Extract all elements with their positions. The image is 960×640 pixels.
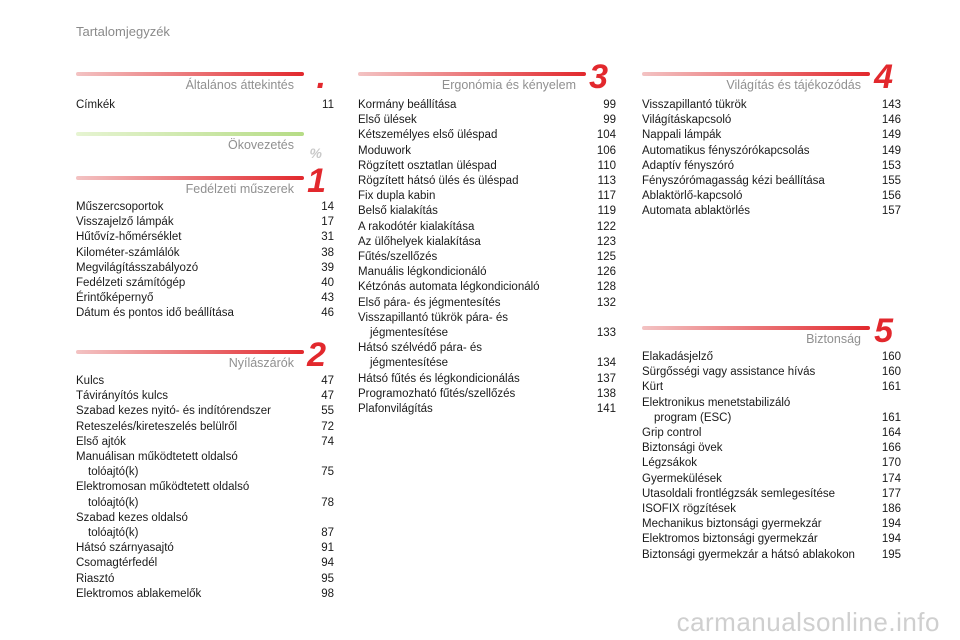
toc-entry[interactable] <box>642 487 901 502</box>
section-lighting <box>642 58 901 220</box>
toc-entry-page: 156 <box>881 190 901 203</box>
toc-entry-page: 113 <box>597 175 616 188</box>
section-bar <box>358 72 586 76</box>
toc-entry-page: 38 <box>321 246 334 259</box>
toc-entry-title <box>358 387 586 402</box>
toc-entry-title <box>642 204 871 219</box>
toc-entry[interactable] <box>76 435 334 450</box>
toc-entry-title <box>358 372 586 387</box>
toc-entry-title-line: tolóajtó(k) <box>88 466 139 479</box>
toc-entry-title-line: Programozható fűtés/szellőzés <box>358 387 516 400</box>
toc-entry-page: 194 <box>881 518 901 531</box>
toc-entry-title <box>642 456 871 471</box>
toc-entry-title-line: Belső kialakítás <box>358 205 438 218</box>
toc-entry-title-line: Az ülőhelyek kialakítása <box>358 235 481 248</box>
toc-list <box>642 98 901 220</box>
toc-entry-title-line: Mechanikus biztonsági gyermekzár <box>642 518 822 531</box>
toc-entry[interactable] <box>642 350 901 365</box>
toc-entry-page: 99 <box>603 114 616 127</box>
toc-entry-page: 40 <box>321 277 334 290</box>
toc-entry-page: 98 <box>321 587 334 600</box>
toc-entry-page: 123 <box>596 235 616 248</box>
toc-entry-page: 72 <box>321 420 334 433</box>
section-title: Nyílászárók <box>228 356 294 370</box>
toc-entry-title <box>642 532 871 547</box>
toc-entry-title <box>642 174 871 189</box>
toc-entry-title <box>358 159 586 174</box>
toc-entry-page: 161 <box>881 411 901 424</box>
toc-entry-title <box>358 220 586 235</box>
toc-entry[interactable] <box>642 502 901 517</box>
toc-entry-title-line: Rögzített osztatlan üléspad <box>358 159 497 172</box>
section-header <box>76 58 334 96</box>
toc-entry-title-line: Manuális légkondicionáló <box>358 266 487 279</box>
toc-entry[interactable] <box>358 311 616 341</box>
toc-list <box>642 350 901 563</box>
toc-entry-title <box>76 572 304 587</box>
toc-entry-page: 17 <box>321 216 334 229</box>
toc-entry[interactable] <box>642 548 901 563</box>
section-title: Világítás és tájékozódás <box>726 78 861 92</box>
toc-entry-title-line: tolóajtó(k) <box>88 496 139 509</box>
section-header <box>76 336 334 374</box>
section-bar <box>76 132 304 136</box>
toc-entry[interactable] <box>76 556 334 571</box>
toc-entry[interactable] <box>358 144 616 159</box>
toc-entry[interactable] <box>76 404 334 419</box>
toc-entry-title <box>642 128 871 143</box>
toc-entry[interactable] <box>642 472 901 487</box>
toc-entry-title-line: Műszercsoportok <box>76 201 164 213</box>
toc-entry-title <box>642 426 871 441</box>
toc-entry[interactable] <box>358 174 616 189</box>
toc-entry-title-line: jégmentesítése <box>370 327 448 340</box>
toc-entry-title <box>76 276 304 291</box>
toc-entry-title-line: Kétszemélyes első üléspad <box>358 129 498 142</box>
toc-entry[interactable] <box>76 511 334 541</box>
section-number: 4 <box>874 58 893 96</box>
section-header <box>358 58 616 96</box>
toc-entry-title <box>642 487 871 502</box>
toc-entry-title-line: Első ajtók <box>76 435 126 448</box>
section-number: . <box>316 58 326 96</box>
toc-entry-title <box>642 189 871 204</box>
toc-entry-title <box>76 480 304 510</box>
section-title: Ergonómia és kényelem <box>441 78 576 92</box>
toc-entry[interactable] <box>76 261 334 276</box>
toc-entry-title-line: Manuálisan működtetett oldalsó <box>76 451 238 464</box>
toc-entry[interactable] <box>642 380 901 395</box>
toc-entry[interactable] <box>358 387 616 402</box>
section-number: 2 <box>307 336 326 374</box>
toc-entry-title <box>642 350 871 365</box>
toc-entry-page: 47 <box>321 390 334 403</box>
toc-entry[interactable] <box>642 532 901 547</box>
toc-entry-title <box>642 517 871 532</box>
toc-entry-page: 132 <box>596 296 616 309</box>
toc-entry-title <box>642 396 871 426</box>
toc-entry[interactable] <box>358 280 616 295</box>
toc-entry-title-line: Elektromosan működtetett oldalsó <box>76 481 250 494</box>
toc-entry-page: 95 <box>321 572 334 585</box>
toc-entry-title-line: Dátum és pontos idő beállítása <box>76 307 234 320</box>
toc-entry-page: 160 <box>881 366 901 379</box>
toc-entry-title-line: Hátsó szárnyasajtó <box>76 542 174 555</box>
toc-entry[interactable] <box>76 306 334 321</box>
toc-entry-page: 128 <box>596 281 616 294</box>
toc-entry[interactable] <box>642 159 901 174</box>
toc-entry[interactable] <box>76 420 334 435</box>
toc-entry[interactable] <box>76 587 334 602</box>
toc-entry-title-line: Megvilágításszabályozó <box>76 261 199 274</box>
toc-entry[interactable] <box>358 250 616 265</box>
toc-entry[interactable] <box>76 200 334 215</box>
toc-entry[interactable] <box>76 98 334 113</box>
toc-entry-title-line: Elakadásjelző <box>642 351 713 363</box>
section-number: 3 <box>589 58 608 96</box>
toc-entry-title-line: Kilométer-számlálók <box>76 246 180 259</box>
toc-entry[interactable] <box>642 113 901 128</box>
toc-entry-page: 153 <box>881 159 901 172</box>
section-header <box>76 162 334 200</box>
toc-entry-title-line: Első pára- és jégmentesítés <box>358 296 501 309</box>
section-instruments <box>76 162 334 322</box>
toc-entry-page: 149 <box>881 129 901 142</box>
section-number: 5 <box>874 312 893 350</box>
toc-entry-title-line: Grip control <box>642 427 702 440</box>
toc-entry-title-line: Hátsó szélvédő pára- és <box>358 342 483 355</box>
toc-entry-page: 104 <box>596 129 616 142</box>
toc-entry-page: 157 <box>881 205 901 218</box>
section-header <box>76 122 334 161</box>
toc-entry-page: 143 <box>881 99 901 111</box>
toc-entry-title <box>358 250 586 265</box>
toc-entry-title-line: Elektromos biztonsági gyermekzár <box>642 533 818 546</box>
toc-entry-page: 134 <box>596 357 616 370</box>
toc-entry-title <box>76 291 304 306</box>
toc-entry-title-line: Címkék <box>76 99 115 111</box>
toc-entry-page: 155 <box>881 175 901 188</box>
toc-entry-title-line: Távirányítós kulcs <box>76 390 169 403</box>
section-number: 1 <box>307 162 326 200</box>
toc-entry-page: 91 <box>321 542 334 555</box>
toc-entry-page: 119 <box>597 205 616 218</box>
toc-entry-title <box>76 261 304 276</box>
toc-entry[interactable] <box>76 291 334 306</box>
toc-entry-page: 177 <box>881 487 901 500</box>
section-title: Ökovezetés <box>227 138 294 152</box>
section-bar <box>642 72 870 76</box>
toc-entry-title-line: Hátsó fűtés és légkondicionálás <box>358 372 520 385</box>
toc-entry-page: 11 <box>322 99 334 111</box>
toc-entry-title <box>358 402 586 417</box>
toc-list <box>76 374 334 602</box>
toc-entry-title-line: Kormány beállítása <box>358 99 457 111</box>
toc-entry-page: 110 <box>597 159 616 172</box>
toc-entry-title <box>358 341 586 371</box>
page-title: Tartalomjegyzék <box>76 24 170 39</box>
toc-entry-title-line: Ablaktörlő-kapcsoló <box>642 190 743 203</box>
toc-entry-title <box>76 98 304 113</box>
toc-entry[interactable] <box>358 159 616 174</box>
toc-entry-title-line: Visszapillantó tükrök pára- és <box>358 311 508 324</box>
section-access <box>76 336 334 602</box>
toc-entry[interactable] <box>358 220 616 235</box>
toc-entry-title <box>76 306 304 321</box>
toc-entry[interactable] <box>642 204 901 219</box>
toc-entry-title-line: Elektromos ablakemelők <box>76 587 202 600</box>
toc-entry-title <box>76 200 304 215</box>
toc-entry-title <box>358 265 586 280</box>
toc-entry-title <box>76 450 304 480</box>
toc-entry-title-line: Szabad kezes nyitó- és indítórendszer <box>76 405 271 418</box>
toc-entry[interactable] <box>642 128 901 143</box>
toc-entry-title-line: Elektronikus menetstabilizáló <box>642 396 791 409</box>
toc-list <box>358 98 616 417</box>
watermark: carmanualsonline.info <box>676 607 940 637</box>
toc-entry-page: 174 <box>881 472 901 485</box>
toc-entry-page: 125 <box>596 251 616 264</box>
toc-entry-title-line: Plafonvilágítás <box>358 403 433 416</box>
toc-entry-title <box>642 98 871 113</box>
section-bar <box>76 350 304 354</box>
toc-entry-page: 117 <box>597 190 616 203</box>
toc-entry-title <box>358 311 586 341</box>
toc-entry-page: 46 <box>321 307 334 320</box>
toc-entry[interactable] <box>358 372 616 387</box>
toc-entry-page: 133 <box>596 327 616 340</box>
toc-entry-page: 106 <box>596 144 616 157</box>
toc-entry-title-line: Fűtés/szellőzés <box>358 251 438 264</box>
toc-entry-page: 43 <box>321 292 334 305</box>
toc-entry-title <box>642 365 871 380</box>
toc-entry-title-line: tolóajtó(k) <box>88 527 139 540</box>
toc-entry-title-line: Szabad kezes oldalsó <box>76 511 188 524</box>
toc-entry-page: 87 <box>321 527 334 540</box>
toc-entry-title-line: Biztonsági övek <box>642 442 723 455</box>
toc-entry-title <box>76 404 304 419</box>
toc-entry-page: 195 <box>881 548 901 561</box>
toc-entry[interactable] <box>358 402 616 417</box>
toc-entry-title-line: Automata ablaktörlés <box>642 205 751 218</box>
toc-entry[interactable] <box>358 341 616 371</box>
section-title: Fedélzeti műszerek <box>185 182 294 196</box>
toc-entry-title-line: Kétzónás automata légkondicionáló <box>358 281 540 294</box>
toc-entry-page: 149 <box>881 144 901 157</box>
toc-entry-title-line: Reteszelés/kireteszelés belülről <box>76 420 238 433</box>
toc-entry-title <box>642 380 871 395</box>
section-number: % <box>309 145 322 161</box>
toc-entry-title-line: jégmentesítése <box>370 357 448 370</box>
toc-entry-page: 186 <box>881 503 901 516</box>
toc-entry-title <box>358 128 586 143</box>
toc-entry-title-line: Nappali lámpák <box>642 129 722 142</box>
section-bar <box>76 176 304 180</box>
toc-entry[interactable] <box>76 480 334 510</box>
toc-entry[interactable] <box>358 98 616 113</box>
toc-entry-title-line: Fényszórómagasság kézi beállítása <box>642 175 825 188</box>
toc-entry-title <box>358 235 586 250</box>
toc-entry-title <box>358 280 586 295</box>
toc-entry-page: 99 <box>603 99 616 111</box>
toc-entry-title <box>76 246 304 261</box>
toc-list <box>76 200 334 322</box>
toc-entry-page: 137 <box>596 372 616 385</box>
toc-entry-title-line: Sürgősségi vagy assistance hívás <box>642 366 816 379</box>
toc-entry-title-line: Automatikus fényszórókapcsolás <box>642 144 810 157</box>
toc-entry[interactable] <box>642 426 901 441</box>
section-bar <box>76 72 304 76</box>
toc-entry[interactable] <box>358 296 616 311</box>
toc-entry[interactable] <box>76 276 334 291</box>
toc-entry-page: 75 <box>321 466 334 479</box>
section-bar <box>642 326 870 330</box>
toc-entry-title <box>76 230 304 245</box>
toc-entry[interactable] <box>76 389 334 404</box>
toc-entry-page: 166 <box>881 442 901 455</box>
toc-entry-page: 55 <box>321 405 334 418</box>
toc-entry-page: 126 <box>596 266 616 279</box>
toc-entry-title <box>76 556 304 571</box>
toc-entry-title <box>642 441 871 456</box>
section-header <box>642 58 901 96</box>
toc-entry-title <box>76 374 304 389</box>
toc-entry-title-line: Érintőképernyő <box>76 292 154 305</box>
toc-entry[interactable] <box>642 441 901 456</box>
toc-entry-title-line: Rögzített hátsó ülés és üléspad <box>358 175 519 188</box>
toc-entry-title <box>76 420 304 435</box>
toc-entry-page: 78 <box>321 496 334 509</box>
toc-entry-title <box>358 98 586 113</box>
toc-entry[interactable] <box>642 98 901 113</box>
toc-entry-title-line: ISOFIX rögzítések <box>642 503 736 516</box>
toc-entry[interactable] <box>358 189 616 204</box>
section-title: Általános áttekintés <box>185 78 294 92</box>
toc-entry[interactable] <box>358 204 616 219</box>
toc-entry[interactable] <box>358 235 616 250</box>
toc-list <box>76 98 334 113</box>
toc-entry-title <box>642 144 871 159</box>
toc-entry-page: 14 <box>321 201 334 213</box>
toc-entry[interactable] <box>76 541 334 556</box>
toc-entry-title <box>358 296 586 311</box>
section-header <box>642 312 901 350</box>
toc-entry-page: 146 <box>881 114 901 127</box>
toc-entry[interactable] <box>642 517 901 532</box>
toc-entry[interactable] <box>76 215 334 230</box>
toc-entry[interactable] <box>642 144 901 159</box>
toc-entry-title-line: Légzsákok <box>642 457 697 470</box>
toc-entry-page: 161 <box>881 381 901 394</box>
toc-entry-title-line: Riasztó <box>76 572 115 585</box>
toc-entry-title <box>76 389 304 404</box>
toc-entry-title <box>76 435 304 450</box>
toc-entry[interactable] <box>76 572 334 587</box>
toc-entry-page: 170 <box>881 457 901 470</box>
toc-entry-title <box>76 587 304 602</box>
section-safety <box>642 312 901 563</box>
toc-entry-title-line: Visszapillantó tükrök <box>642 99 747 111</box>
toc-entry[interactable] <box>642 456 901 471</box>
toc-entry-title-line: Utasoldali frontlégzsák semlegesítése <box>642 487 836 500</box>
toc-entry-page: 122 <box>596 220 616 233</box>
toc-entry-title-line: Kulcs <box>76 375 105 387</box>
section-ergonomics <box>358 58 616 417</box>
toc-entry-title <box>642 113 871 128</box>
toc-entry[interactable] <box>642 396 901 426</box>
toc-entry-title-line: Moduwork <box>358 144 412 157</box>
toc-entry-page: 194 <box>881 533 901 546</box>
toc-entry-title <box>358 144 586 159</box>
toc-entry-page: 94 <box>321 557 334 570</box>
toc-entry-title <box>642 159 871 174</box>
section-eco-driving <box>76 122 334 161</box>
toc-entry[interactable] <box>76 246 334 261</box>
toc-entry-title-line: Hűtővíz-hőmérséklet <box>76 231 182 244</box>
toc-entry-title <box>358 174 586 189</box>
toc-entry[interactable] <box>76 374 334 389</box>
toc-entry[interactable] <box>642 189 901 204</box>
toc-entry-title <box>642 548 871 563</box>
toc-entry-title-line: A rakodótér kialakítása <box>358 220 475 233</box>
toc-entry-title <box>642 502 871 517</box>
toc-entry-page: 74 <box>321 435 334 448</box>
toc-entry-title-line: Fix dupla kabin <box>358 190 436 203</box>
toc-entry-title <box>358 204 586 219</box>
toc-entry[interactable] <box>76 450 334 480</box>
toc-entry-page: 160 <box>881 351 901 363</box>
toc-entry[interactable] <box>76 230 334 245</box>
toc-entry[interactable] <box>358 113 616 128</box>
toc-entry-page: 39 <box>321 261 334 274</box>
toc-entry-title <box>358 189 586 204</box>
toc-entry-title-line: Fedélzeti számítógép <box>76 277 186 290</box>
toc-entry[interactable] <box>358 265 616 280</box>
toc-entry-title-line: Visszajelző lámpák <box>76 216 174 229</box>
toc-entry-title <box>358 113 586 128</box>
toc-entry-title-line: Gyermekülések <box>642 472 722 485</box>
toc-entry-page: 138 <box>596 387 616 400</box>
toc-entry-page: 47 <box>321 375 334 387</box>
toc-entry-title <box>642 472 871 487</box>
toc-entry-title-line: Világításkapcsoló <box>642 114 732 127</box>
section-overview <box>76 58 334 113</box>
toc-entry[interactable] <box>642 174 901 189</box>
toc-entry[interactable] <box>358 128 616 143</box>
toc-entry-title <box>76 511 304 541</box>
toc-entry-title <box>76 215 304 230</box>
toc-entry[interactable] <box>642 365 901 380</box>
section-title: Biztonság <box>806 332 861 346</box>
toc-entry-page: 31 <box>321 231 334 244</box>
toc-entry-page: 164 <box>881 427 901 440</box>
toc-entry-title <box>76 541 304 556</box>
toc-entry-title-line: Biztonsági gyermekzár a hátsó ablakokon <box>642 548 855 561</box>
toc-entry-title-line: Adaptív fényszóró <box>642 159 735 172</box>
toc-entry-title-line: Kürt <box>642 381 664 394</box>
toc-entry-title-line: Első ülések <box>358 114 417 127</box>
toc-entry-title-line: program (ESC) <box>654 411 732 424</box>
toc-entry-page: 141 <box>596 403 616 416</box>
toc-entry-title-line: Csomagtérfedél <box>76 557 158 570</box>
